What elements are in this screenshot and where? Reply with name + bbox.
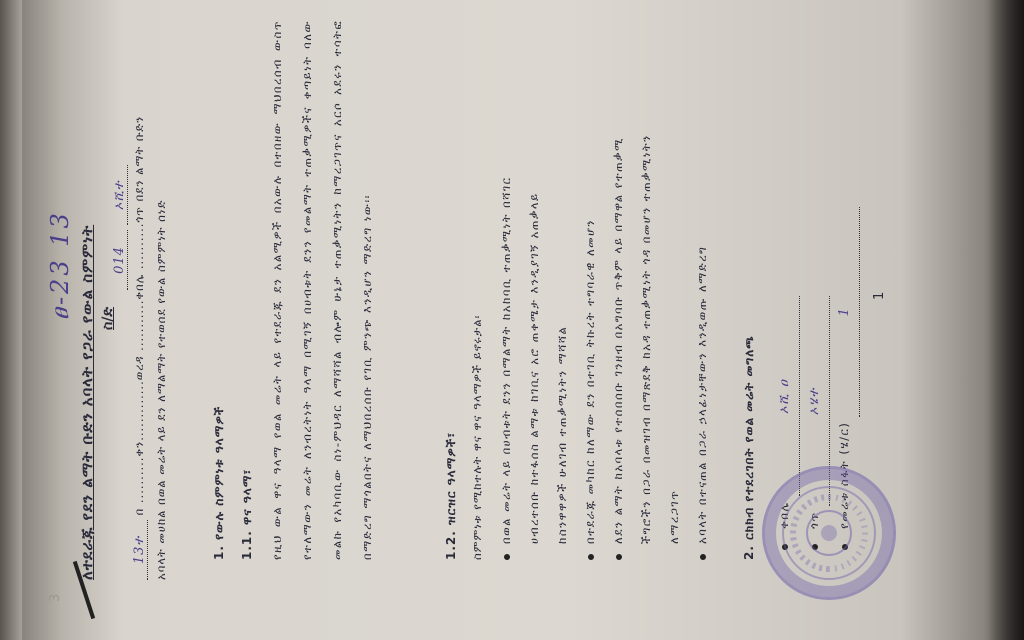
fill-kebele: ኦሺተ: [112, 165, 128, 225]
section-1-2-heading: 1.2. ዝርዝር ዓላማዎች፣: [444, 431, 458, 560]
agreement-page: [42, 20, 982, 620]
document-subtitle: ስ/ድ: [100, 306, 116, 330]
field-area-label: የመሬቱ ስፋት (ሄ/ር): [837, 421, 851, 529]
fill-row: [112, 165, 128, 290]
list-item: ለደን ልማት ከአባላቱ የተሰበሰቡ ገንዘብ በአግባቡ ጥቅም ላይ በማዋል የተጠቃሚ: [604, 20, 632, 560]
list-item: ለማረጋገጥ: [667, 489, 681, 544]
bullet-dot: [616, 554, 622, 560]
bullet-dot: [700, 554, 706, 560]
field-kebele-label: ቀበሌ: [777, 501, 791, 529]
list-item: በተደራጁ መካከር ከለማው ደን በተገቢ ትኩረት ተግባራዊ ለመሆን: [576, 20, 604, 560]
paper-edge: [0, 0, 22, 640]
handwritten-reference: ፀ-23 13: [46, 210, 74, 320]
bullet-dot: [504, 554, 510, 560]
objectives-list: [492, 20, 716, 560]
list-item: ችግሮችን በጋራ በመዝገብ በማጽደቅ ከአዳ ተጠቃሚነት ጎዳ በመሆን ተጠቃሚነትን: [639, 134, 653, 544]
fill-date: 13ተ: [132, 520, 148, 580]
document-title: ለተደራጁ የደን ልማት ቡድን አባላት የጋራ የውል ስምምነት: [78, 224, 96, 580]
page-shadow: [988, 0, 1024, 640]
official-stamp: [762, 466, 896, 600]
section-1-1-paragraph: የዚህ ውል ዋና ዓላማ የወል መሬት ላይ የተደራጁ ደን አልሚዎች በአውሉ በተበዘው ማህበረሰብ ውስጥ የተለማውን መሬት ለንብረትነት ዓላማ በሚገኝ በሀብቱት ደንን የመልማት ተጠቃሚዎችና ቀጣይነት ባለው መልኩ የአካባቢው ስነ-ምህዳር ለማሻሻል ብሎም ሁኔታ ተጠቃሚነትን ከማረጋገጥና አርሶ አደሩን ተሳትፎ በማድረግ ማጎልበትና ለማህበረሰቡ የገቢ ምንጭ እንዲሆን ማድረግ ነው፡፡: [270, 20, 374, 560]
field-kebele-value: ኦሺ ዐ: [771, 296, 800, 496]
section-1-2-intro: ስምምነቱ የሚከተሉት ዋና ዋና ዓላማዎች ይኖሩታል፡: [470, 314, 484, 560]
intro-line-2: አባላት መሀከል በወል መሬት ላይ ደን ለማልማት የተወሰደ የውል ስምምነት ሰነድ: [154, 199, 168, 580]
corner-number: 3: [48, 593, 63, 602]
field-got-value: ኦሄተ: [801, 296, 830, 506]
list-item: አባላት በተናጠል በጋራ ኃላፊነታቸውን እንዲወጡ ለማድረግ: [688, 20, 716, 560]
section-2-heading: 2. ርክክብ የተደረገበት የወል መሬት መግለጫ: [742, 335, 756, 560]
bullet-dot: [588, 554, 594, 560]
intro-text-1: በ ..........ቀን.............ወረዳ ...........ቀበሌ ..........ጎጥ በደን ልማት ቡድን: [132, 115, 146, 516]
section-1-heading: 1. የውሉ ስምምነቱ ዓላማዎች: [212, 405, 226, 560]
field-area-value: 1: [831, 207, 860, 417]
section-1-1-heading: 1.1. ዋና ዓላማ፣: [240, 468, 254, 560]
list-item: ከስንዋዋዎች ሁለገብ ተጠቃሚነትን ማሻሻል: [555, 325, 569, 544]
list-item: በወል መሬት ላይ በሀብቱት ደንን በማልማት ከአከባቢ ተጠቃሚነት በሻገር: [492, 20, 520, 560]
fill-woreda: 014: [112, 230, 128, 290]
page-number: 1: [872, 291, 887, 300]
list-item: ሀብረተሰቡ ከተፋሰስ ልማቱ ከገቢና አሮ ጠቀሜታ እንዲያገኝ አጠቃላይ: [527, 192, 541, 544]
field-got-label: ጎጥ: [807, 511, 821, 529]
intro-line-1: [132, 116, 148, 580]
stamp-seal-icon: [765, 469, 893, 597]
